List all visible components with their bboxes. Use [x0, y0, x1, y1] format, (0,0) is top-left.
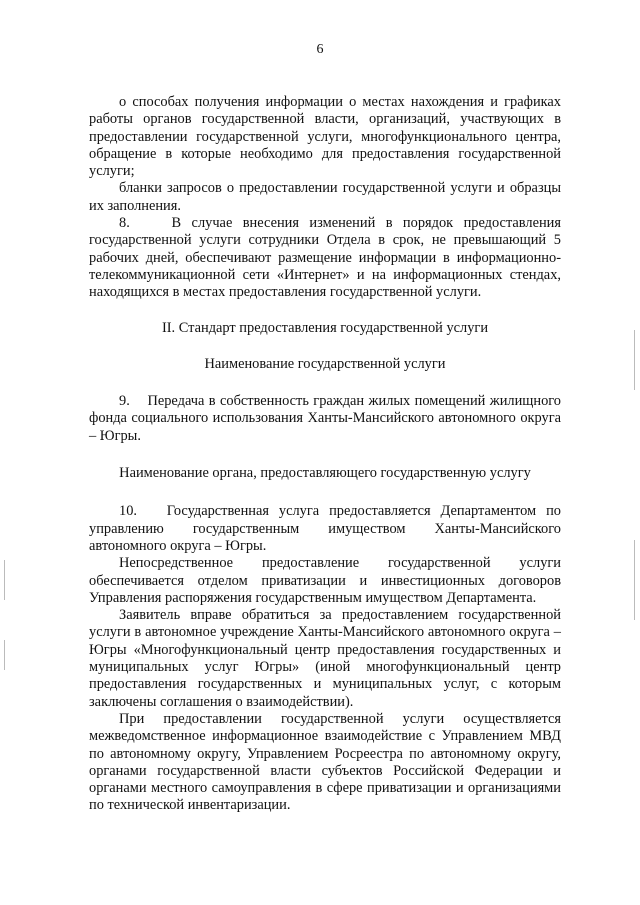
paragraph-item-8: 8. В случае внесения изменений в порядок предоставления государственной услуги сотрудники Отдела в срок, не превышающий 5 рабочих дней, обеспечивают размещение информации в информационно-телекоммуникационной сети «Интернет» и на информационных стендах, находящихся в местах предоставления государственной услуги. — [89, 215, 561, 301]
paragraph-mfc: Заявитель вправе обратиться за предоставлением государственной услуги в автономное учреждение Ханты-Мансийского автономного округа – Югры «Многофункциональный центр предоставления государственных и муниципальных услуг Югры» (иной многофункциональный центр предоставления государственных и муниципальных услуг, с которым заключены соглашения о взаимодействии). — [89, 607, 561, 710]
subheading-service-name: Наименование государственной услуги — [204, 355, 446, 372]
paragraph-request-forms: бланки запросов о предоставлении государственной услуги и образцы их заполнения. — [89, 180, 561, 214]
paragraph-info-locations: о способах получения информации о местах нахождения и графиках работы органов государственной власти, организаций, участвующих в предоставлении государственной услуги, многофункционального центра, обращение в которые необходимо для предоставления государственной услуги; — [89, 94, 561, 180]
page-number: 6 — [316, 42, 324, 57]
section-title: II. Стандарт предоставления государственной услуги — [161, 319, 489, 336]
paragraph-direct-provision: Непосредственное предоставление государственной услуги обеспечивается отделом приватизации и инвестиционных договоров Управления распоряжения государственным имуществом Департамента. — [89, 555, 561, 606]
scan-edge-mark-left — [4, 560, 5, 600]
scan-edge-mark-right-lower — [634, 540, 635, 620]
scan-edge-mark-right — [634, 330, 635, 390]
paragraph-item-9: 9. Передача в собственность граждан жилых помещений жилищного фонда социального использования Ханты-Мансийского автономного округа – Югры. — [89, 393, 561, 444]
scan-edge-mark-left-lower — [4, 640, 5, 670]
subheading-authority: Наименование органа, предоставляющего государственную услугу — [119, 465, 531, 482]
paragraph-interagency: При предоставлении государственной услуги осуществляется межведомственное информационное взаимодействие с Управлением МВД по автономному округу, Управлением Росреестра по автономному округу, органами государственной власти субъектов Российской Федерации и органами местного самоуправления в сфере приватизации и организациями по технической инвентаризации. — [89, 710, 561, 814]
paragraph-item-10: 10. Государственная услуга предоставляется Департаментом по управлению государственным имуществом Ханты-Мансийского автономного округа – Югры. — [89, 503, 561, 554]
document-body — [89, 94, 561, 815]
